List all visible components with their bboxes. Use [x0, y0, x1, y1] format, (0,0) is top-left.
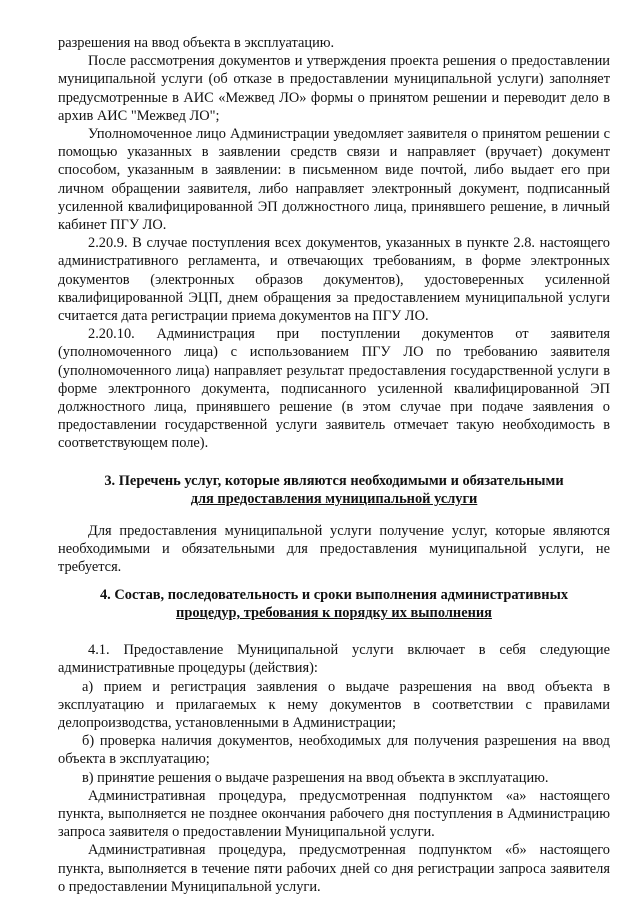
- section-3-heading: [58, 472, 610, 508]
- section-3-title-line-2: для предоставления муниципальной услуги: [190, 490, 478, 507]
- paragraph-2-20-10: 2.20.10. Администрация при поступлении документов от заявителя (уполномоченного лица) с использованием ПГУ ЛО по требованию заявителя (уполномоченного лица) направляет результат предоставления государственной услуги в форме электронного документа, подписанного усиленной квалифицированной ЭП должностного лица, принявшего решение (в этом случае при подаче заявления о предоставлении государственной услуги заявитель отмечает такую необходимость в соответствующем поле).: [58, 326, 610, 452]
- section-3-body: Для предоставления муниципальной услуги получение услуг, которые являются необходимыми и обязательными для предоставления муниципальной услуги, не требуется.: [58, 523, 610, 576]
- paragraph-procedure-a: Административная процедура, предусмотренная подпунктом «а» настоящего пункта, выполняется не позднее окончания рабочего дня поступления в Администрацию запроса заявителя о предоставлении Муниципальной услуги.: [58, 787, 610, 841]
- section-3-title-line-1: 3. Перечень услуг, которые являются необходимыми и обязательными: [104, 472, 564, 489]
- list-item-v: в) принятие решения о выдаче разрешения на ввод объекта в эксплуатацию.: [82, 769, 549, 786]
- paragraph-continuation: разрешения на ввод объекта в эксплуатацию.: [58, 35, 335, 51]
- list-item-a: а) прием и регистрация заявления о выдаче разрешения на ввод объекта в эксплуатацию и прилагаемых к нему документов в соответствии с правилами делопроизводства, установленными в Администрации;: [58, 678, 610, 731]
- section-4-title-line-1: 4. Состав, последовательность и сроки выполнения административных: [99, 586, 569, 603]
- paragraph-applicant-notification: Уполномоченное лицо Администрации уведомляет заявителя о принятом решении с помощью указанных в заявлении средств связи и направляет (вручает) документ способом, указанным в заявлении: в письменном виде почтой, либо выдает его при личном обращении заявителя, либо направляет электронный документ, подписанный усиленной квалифицированной ЭП должностного лица, принявшего решение, в личный кабинет ПГУ ЛО.: [58, 126, 610, 234]
- document-page: [58, 34, 610, 896]
- paragraph-2-20-9: 2.20.9. В случае поступления всех документов, указанных в пункте 2.8. настоящего административного регламента, и отвечающих требованиям, в форме электронных документов (электронных образов документов), удостоверенных усиленной квалифицированной ЭЦП, днем обращения за предоставлением муниципальной услуги считается дата регистрации приема документов на ПГУ ЛО.: [58, 235, 610, 325]
- paragraph-4-1: 4.1. Предоставление Муниципальной услуги включает в себя следующие административные процедуры (действия):: [58, 642, 610, 677]
- section-4-title-line-2: процедур, требования к порядку их выполнения: [176, 604, 492, 621]
- section-4-heading: [58, 586, 610, 622]
- list-item-b: б) проверка наличия документов, необходимых для получения разрешения на ввод объекта в эксплуатацию;: [58, 733, 610, 768]
- paragraph-decision-recording: После рассмотрения документов и утверждения проекта решения о предоставлении муниципальной услуги (об отказе в предоставлении муниципальной услуги) заполняет предусмотренные в АИС «Межвед ЛО» формы о принятом решении и переводит дело в архив АИС "Межвед ЛО";: [58, 53, 610, 124]
- paragraph-procedure-b: Административная процедура, предусмотренная подпунктом «б» настоящего пункта, выполняется в течение пяти рабочих дней со дня регистрации запроса заявителя о предоставлении Муниципальной услуги.: [58, 842, 610, 895]
